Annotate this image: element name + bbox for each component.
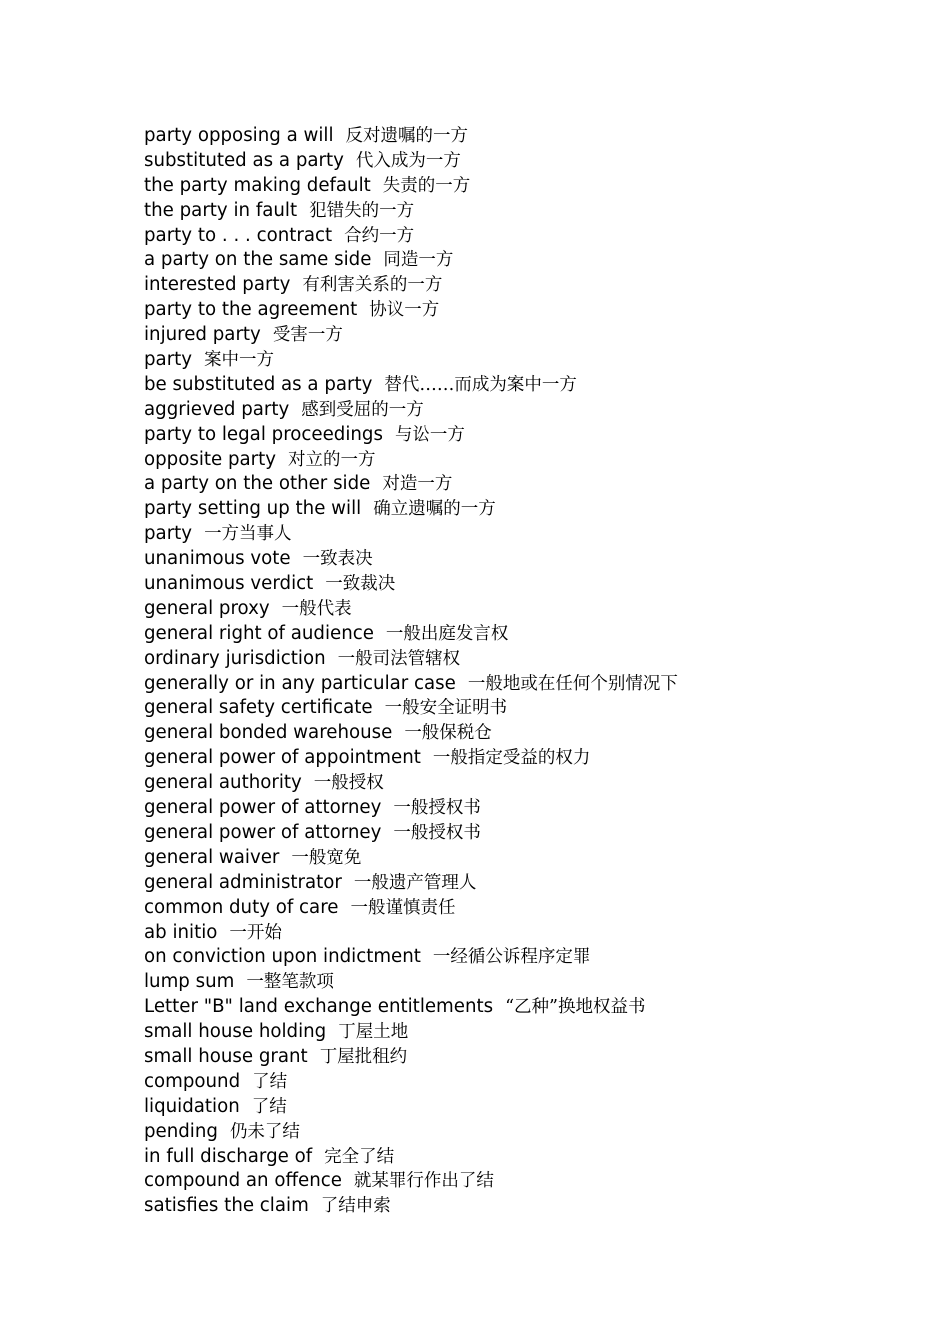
glossary-entry xyxy=(144,970,904,995)
entry-translation: 一方当事人 xyxy=(204,524,292,545)
glossary-entry xyxy=(144,796,904,821)
entry-term: pending xyxy=(144,1120,218,1142)
entry-term: ab initio xyxy=(144,921,218,943)
entry-translation: 替代……而成为案中一方 xyxy=(384,374,577,395)
glossary-entry xyxy=(144,1169,904,1194)
entry-term: in full discharge of xyxy=(144,1145,313,1167)
entry-translation: 一般授权 xyxy=(313,773,384,794)
entry-translation: 反对遗嘱的一方 xyxy=(345,126,469,146)
entry-term: satisfies the claim xyxy=(144,1195,309,1217)
entry-term: ordinary jurisdiction xyxy=(144,647,326,669)
glossary-entry xyxy=(144,1145,904,1170)
glossary-entry xyxy=(144,1070,904,1095)
glossary-entry xyxy=(144,547,904,572)
entry-translation: 与讼一方 xyxy=(394,424,465,445)
entry-term: party setting up the will xyxy=(144,498,362,520)
glossary-entry xyxy=(144,1194,904,1219)
entry-translation: 一般代表 xyxy=(281,598,352,619)
entry-term: party to the agreement xyxy=(144,299,358,321)
glossary-entry xyxy=(144,373,904,398)
glossary-entry xyxy=(144,771,904,796)
glossary-entry xyxy=(144,124,904,149)
entry-translation: 感到受屈的一方 xyxy=(301,399,424,420)
glossary-entry xyxy=(144,921,904,946)
entry-translation: 合约一方 xyxy=(344,225,415,246)
entry-translation: 受害一方 xyxy=(272,325,343,346)
entry-term: general bonded warehouse xyxy=(144,722,393,744)
glossary-entry xyxy=(144,448,904,473)
entry-translation: 一般谨慎责任 xyxy=(350,897,456,918)
entry-term: general proxy xyxy=(144,597,270,619)
entry-translation: 完全了结 xyxy=(324,1146,395,1167)
glossary-entry xyxy=(144,497,904,522)
glossary-entry xyxy=(144,597,904,622)
entry-term: liquidation xyxy=(144,1095,240,1117)
entry-translation: 对立的一方 xyxy=(288,449,376,470)
entry-translation: 一致表决 xyxy=(302,549,373,570)
entry-term: unanimous vote xyxy=(144,548,291,570)
entry-term: general power of appointment xyxy=(144,747,421,769)
glossary-list xyxy=(144,124,904,1219)
entry-term: compound xyxy=(144,1070,241,1092)
entry-term: general right of audience xyxy=(144,622,374,644)
entry-term: general waiver xyxy=(144,846,280,868)
entry-translation: 一般授权书 xyxy=(393,798,481,819)
entry-translation: 协议一方 xyxy=(369,300,440,321)
entry-term: compound an offence xyxy=(144,1170,342,1192)
glossary-entry xyxy=(144,1095,904,1120)
entry-term: aggrieved party xyxy=(144,398,290,420)
entry-term: general authority xyxy=(144,772,302,794)
entry-translation: 一般地或在任何个别情况下 xyxy=(467,673,678,694)
entry-translation: 对造一方 xyxy=(382,474,453,495)
entry-translation: 代入成为一方 xyxy=(355,150,461,171)
entry-translation: 一般安全证明书 xyxy=(384,698,508,719)
glossary-entry xyxy=(144,647,904,672)
entry-translation: 失责的一方 xyxy=(382,175,471,196)
entry-translation: 犯错失的一方 xyxy=(309,200,415,221)
entry-translation: 了结 xyxy=(251,1096,287,1117)
entry-term: common duty of care xyxy=(144,896,339,918)
entry-translation: 一经循公诉程序定罪 xyxy=(432,947,591,968)
glossary-entry xyxy=(144,199,904,224)
glossary-entry xyxy=(144,746,904,771)
entry-term: the party making default xyxy=(144,174,371,196)
glossary-entry xyxy=(144,821,904,846)
entry-term: interested party xyxy=(144,274,291,296)
entry-term: injured party xyxy=(144,324,261,346)
entry-translation: 有利害关系的一方 xyxy=(302,275,443,296)
entry-term: party opposing a will xyxy=(144,125,334,146)
glossary-entry xyxy=(144,174,904,199)
entry-translation: 一开始 xyxy=(229,922,282,943)
entry-term: small house grant xyxy=(144,1045,308,1067)
entry-term: a party on the same side xyxy=(144,249,372,271)
entry-term: a party on the other side xyxy=(144,473,371,495)
entry-term: general safety certificate xyxy=(144,697,373,719)
glossary-entry xyxy=(144,696,904,721)
glossary-entry xyxy=(144,846,904,871)
glossary-entry xyxy=(144,572,904,597)
glossary-entry xyxy=(144,248,904,273)
entry-translation: 一般指定受益的权力 xyxy=(432,748,591,769)
glossary-entry xyxy=(144,348,904,373)
entry-translation: 仍未了结 xyxy=(229,1121,300,1142)
glossary-entry xyxy=(144,721,904,746)
glossary-entry xyxy=(144,1120,904,1145)
entry-term: general power of attorney xyxy=(144,797,382,819)
entry-translation: 一般保税仓 xyxy=(404,723,492,744)
entry-term: general power of attorney xyxy=(144,821,382,843)
glossary-entry xyxy=(144,622,904,647)
glossary-entry xyxy=(144,472,904,497)
entry-translation: 案中一方 xyxy=(204,350,275,371)
entry-translation: 了结 xyxy=(252,1071,288,1092)
entry-term: lump sum xyxy=(144,971,235,993)
glossary-entry xyxy=(144,672,904,697)
entry-term: party to . . . contract xyxy=(144,224,333,246)
entry-term: opposite party xyxy=(144,448,277,470)
entry-translation: 一般司法管辖权 xyxy=(337,648,461,669)
entry-term: substituted as a party xyxy=(144,149,344,171)
entry-translation: 同造一方 xyxy=(383,250,454,271)
glossary-entry xyxy=(144,896,904,921)
glossary-entry xyxy=(144,995,904,1020)
glossary-entry xyxy=(144,423,904,448)
entry-term: unanimous verdict xyxy=(144,573,314,595)
entry-term: be substituted as a party xyxy=(144,373,373,395)
entry-translation: 一般宽免 xyxy=(291,847,362,868)
entry-term: party to legal proceedings xyxy=(144,423,383,445)
entry-term: the party in fault xyxy=(144,199,298,221)
entry-translation: “乙种”换地权益书 xyxy=(505,997,646,1018)
entry-translation: 确立遗嘱的一方 xyxy=(373,499,496,520)
entry-term: on conviction upon indictment xyxy=(144,946,421,968)
glossary-entry xyxy=(144,273,904,298)
glossary-entry xyxy=(144,1020,904,1045)
entry-translation: 一整笔款项 xyxy=(246,972,334,993)
entry-term: generally or in any particular case xyxy=(144,672,456,694)
entry-translation: 丁屋土地 xyxy=(338,1022,409,1043)
glossary-entry xyxy=(144,398,904,423)
glossary-entry xyxy=(144,871,904,896)
entry-term: party xyxy=(144,523,193,545)
glossary-entry xyxy=(144,1045,904,1070)
entry-translation: 了结申索 xyxy=(320,1196,391,1217)
entry-translation: 一般遗产管理人 xyxy=(353,872,477,893)
glossary-entry xyxy=(144,298,904,323)
entry-translation: 丁屋批租约 xyxy=(319,1046,408,1067)
glossary-entry xyxy=(144,323,904,348)
entry-translation: 一般出庭发言权 xyxy=(385,623,509,644)
entry-translation: 一般授权书 xyxy=(393,822,481,843)
glossary-entry xyxy=(144,945,904,970)
entry-translation: 一致裁决 xyxy=(325,574,396,595)
entry-term: small house holding xyxy=(144,1021,327,1043)
entry-term: Letter "B" land exchange entitlements xyxy=(144,996,494,1018)
glossary-entry xyxy=(144,224,904,249)
entry-term: general administrator xyxy=(144,871,342,893)
glossary-entry xyxy=(144,149,904,174)
glossary-entry xyxy=(144,522,904,547)
entry-term: party xyxy=(144,349,193,371)
entry-translation: 就某罪行作出了结 xyxy=(353,1171,494,1192)
